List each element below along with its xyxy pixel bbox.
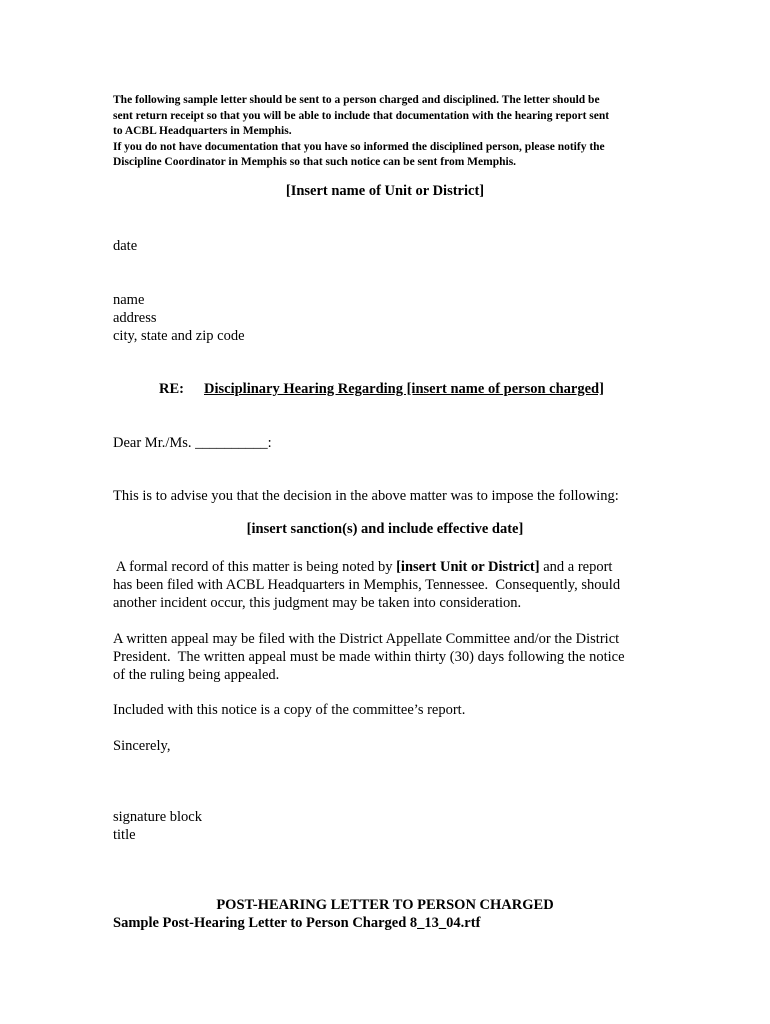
footer-heading <box>0 897 770 914</box>
re-label: RE: <box>159 381 184 397</box>
record-suffix: and a report <box>539 559 613 575</box>
record-prefix: A formal record of this matter is being noted by <box>113 559 397 575</box>
footer-filename: Sample Post-Hearing Letter to Person Charged 8_13_04.rtf <box>113 915 481 931</box>
re-subject: Disciplinary Hearing Regarding [insert name of person charged] <box>204 381 604 397</box>
footer-heading-text: POST-HEARING LETTER TO PERSON CHARGED <box>216 897 554 913</box>
record-line: has been filed with ACBL Headquarters in Memphis, Tennessee. Consequently, should <box>113 577 621 593</box>
instructions-line: sent return receipt so that you will be able to include that documentation with the hearing report sent <box>113 109 610 122</box>
included-paragraph: Included with this notice is a copy of the committee’s report. <box>113 702 466 718</box>
instructions-line: If you do not have documentation that you have so informed the disciplined person, please notify the <box>113 140 605 153</box>
signature-title: title <box>113 827 136 843</box>
recipient-address: address <box>113 310 157 326</box>
instructions-line: The following sample letter should be sent to a person charged and disciplined. The letter should be <box>113 94 600 106</box>
advise-paragraph: This is to advise you that the decision in the above matter was to impose the following: <box>113 488 619 504</box>
appeal-line: of the ruling being appealed. <box>113 667 280 683</box>
record-line: another incident occur, this judgment may be taken into consideration. <box>113 595 522 611</box>
record-paragraph <box>113 558 693 612</box>
record-placeholder: [insert Unit or District] <box>396 559 540 575</box>
appeal-line: A written appeal may be filed with the District Appellate Committee and/or the District <box>113 631 620 647</box>
instructions-line: Discipline Coordinator in Memphis so that such notice can be sent from Memphis. <box>113 156 517 168</box>
appeal-paragraph <box>113 630 693 684</box>
instructions-line: to ACBL Headquarters in Memphis. <box>113 125 292 137</box>
recipient-name: name <box>113 292 145 308</box>
letterhead: [Insert name of Unit or District] <box>285 183 485 199</box>
recipient-city: city, state and zip code <box>113 328 245 344</box>
sanction-placeholder: [insert sanction(s) and include effective date] <box>246 521 524 537</box>
closing: Sincerely, <box>113 738 171 754</box>
instructions-note <box>113 93 673 171</box>
signature-block: signature block <box>113 809 202 825</box>
appeal-line: President. The written appeal must be made within thirty (30) days following the notice <box>113 649 625 665</box>
salutation: Dear Mr./Ms. __________: <box>113 435 272 451</box>
letter-date: date <box>113 238 138 254</box>
